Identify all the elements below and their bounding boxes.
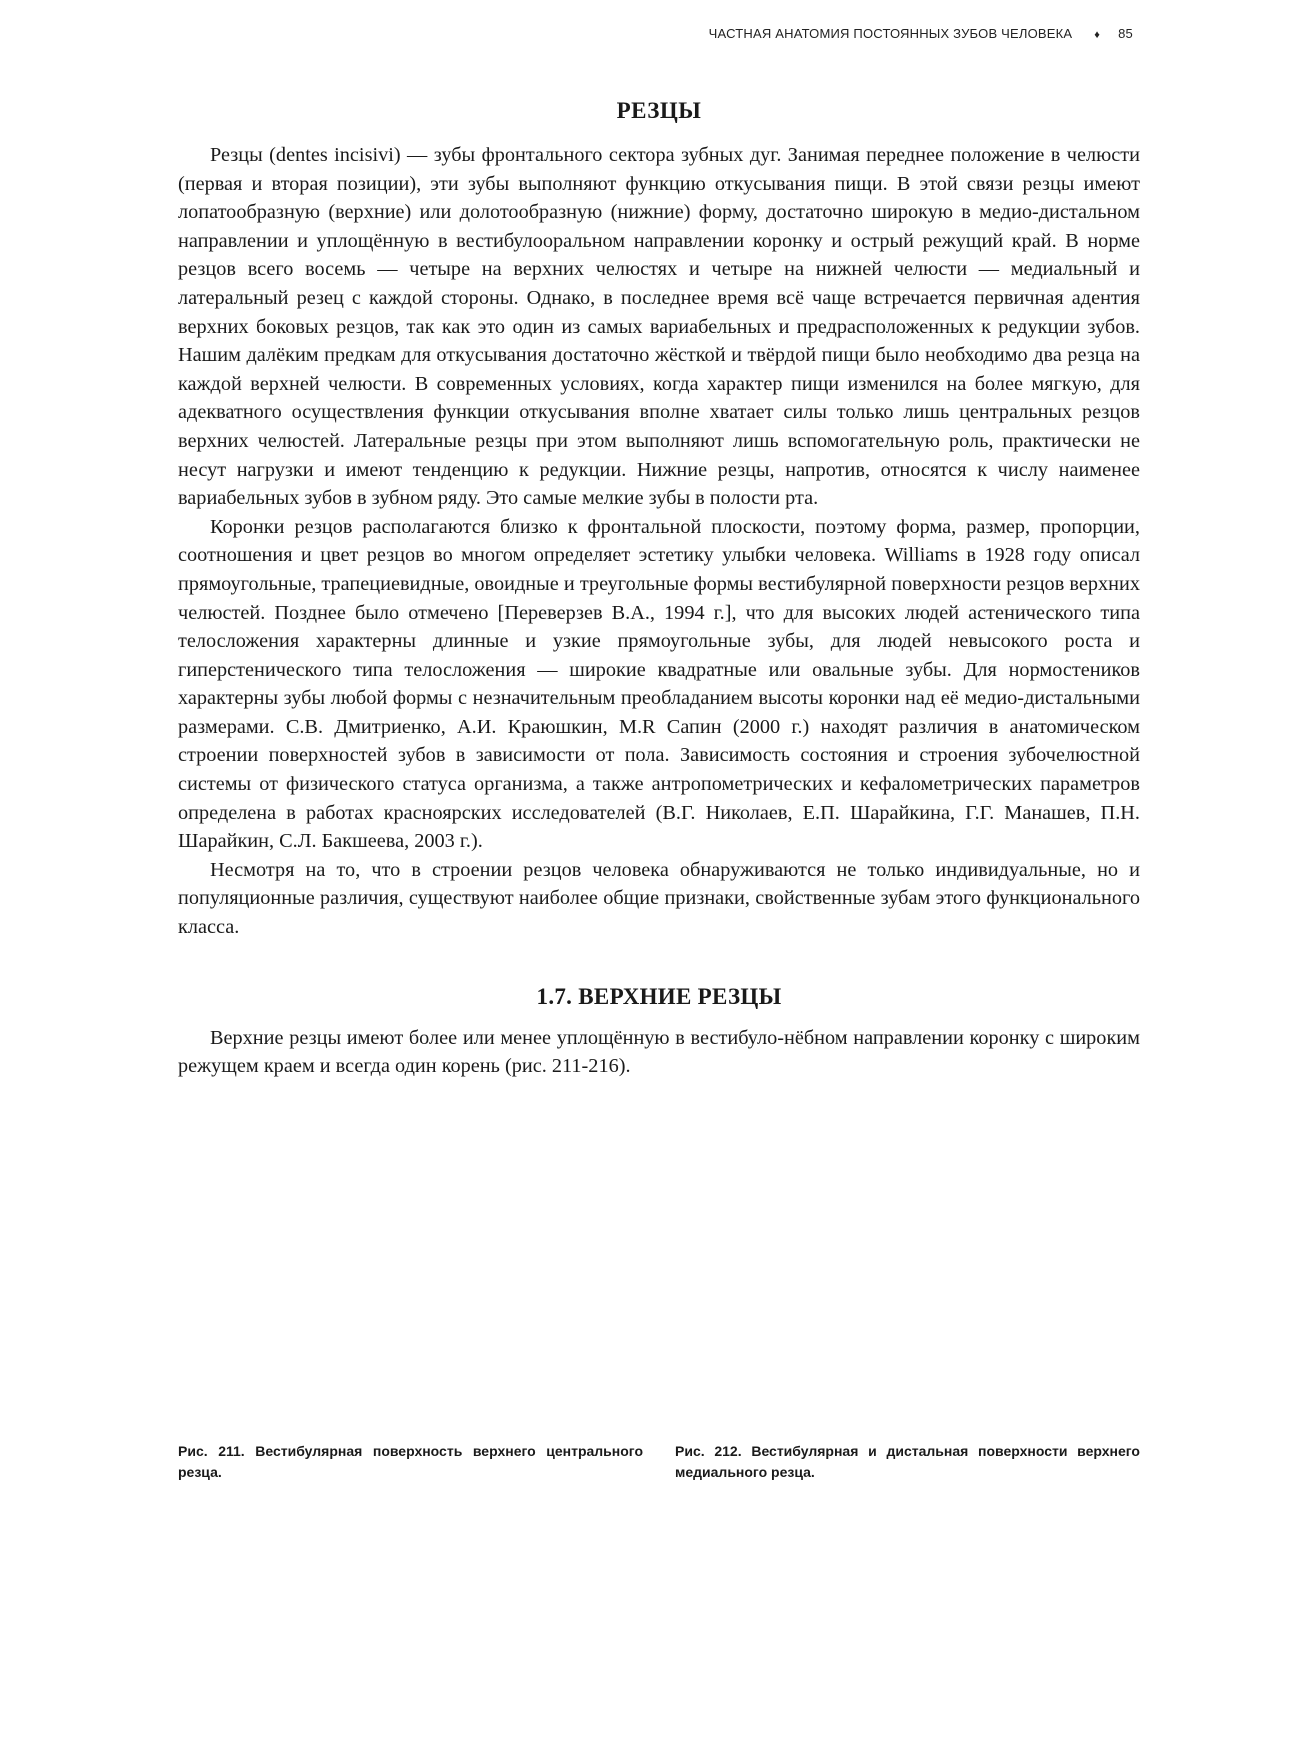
page-number: 85 [1118,26,1133,41]
subsection-title: 1.7. ВЕРХНИЕ РЕЗЦЫ [536,983,782,1009]
section-title: РЕЗЦЫ [616,98,702,123]
paragraph: Несмотря на то, что в строении резцов человека обнаруживаются не только индивидуальные, но и популяционные различия, существуют наиболее общие признаки, свойственные зубам этого функционального класса. [178,858,1140,939]
paragraph: Верхние резцы имеют более или менее уплощённую в вестибуло-нёбном направлении коронку с широким режущем краем и всегда один корень (рис. 211-216). [178,1026,1140,1078]
paragraph: Коронки резцов располагаются близко к фронтальной плоскости, поэтому форма, размер, пропорции, соотношения и цвет резцов во многом определяет эстетику улыбки человека. Williams в 1928 году описал прямоугольные, трапециевидные, овоидные и треугольные формы вестибулярной поверхности резцов верхних челюстей. Позднее было отмечено [Переверзев В.А., 1994 г.], что для высоких людей астенического типа телосложения характерны длинные и узкие прямоугольные зубы, для людей невысокого роста и гиперстенического типа телосложения — широкие квадратные или овальные зубы. Для нормостеников характерны зубы любой формы с незначительным преобладанием высоты коронки над её медио-дистальными размерами. С.В. Дмитриенко, А.И. Краюшкин, М.R Сапин (2000 г.) находят различия в анатомическом строении поверхностей зубов в зависимости от пола. Зависимость состояния и строения зубочелюстной системы от физического статуса организма, а также антропометрических и кефалометрических параметров определена в работах красноярских исследователей (В.Г. Николаев, Е.П. Шарайкина, Г.Г. Манашев, П.Н. Шарайкин, С.Л. Бакшеева, 2003 г.). [178,515,1140,853]
figure-caption: Рис. 212. Вестибулярная и дистальная поверхности верхнего медиального резца. [675,1443,1140,1480]
running-title: ЧАСТНАЯ АНАТОМИЯ ПОСТОЯННЫХ ЗУБОВ ЧЕЛОВЕКА [708,26,1073,41]
figure-captions [178,1441,1140,1483]
diamond-separator-icon: ♦ [1094,29,1101,41]
paragraph: Резцы (dentes incisivi) — зубы фронтального сектора зубных дуг. Занимая переднее положение в челюсти (первая и вторая позиции), эти зубы выполняют функцию откусывания пищи. В этой связи резцы имеют лопатообразную (верхние) или долотообразную (нижние) форму, достаточно широкую в медио-дистальном направлении и уплощённую в вестибулооральном направлении коронку и острый режущий край. В норме резцов всего восемь — четыре на верхних челюстях и четыре на нижней челюсти — медиальный и латеральный резец с каждой стороны. Однако, в последнее время всё чаще встречается первичная адентия верхних боковых резцов, так как это один из самых вариабельных и предрасположенных к редукции зубов. Нашим далёким предкам для откусывания достаточно жёсткой и твёрдой пищи было необходимо два резца на каждой верхней челюсти. В современных условиях, когда характер пищи изменился на более мягкую, для адекватного осуществления функции откусывания вполне хватает силы только лишь центральных резцов верхних челюстей. Латеральные резцы при этом выполняют лишь вспомогательную роль, практически не несут нагрузки и имеют тенденцию к редукции. Нижние резцы, напротив, относятся к числу наименее вариабельных зубов в зубном ряду. Это самые мелкие зубы в полости рта. [178,144,1140,510]
main-text-block [178,98,1140,1081]
running-header [709,26,1133,41]
figure-caption: Рис. 211. Вестибулярная поверхность верхнего центрального резца. [178,1443,643,1480]
